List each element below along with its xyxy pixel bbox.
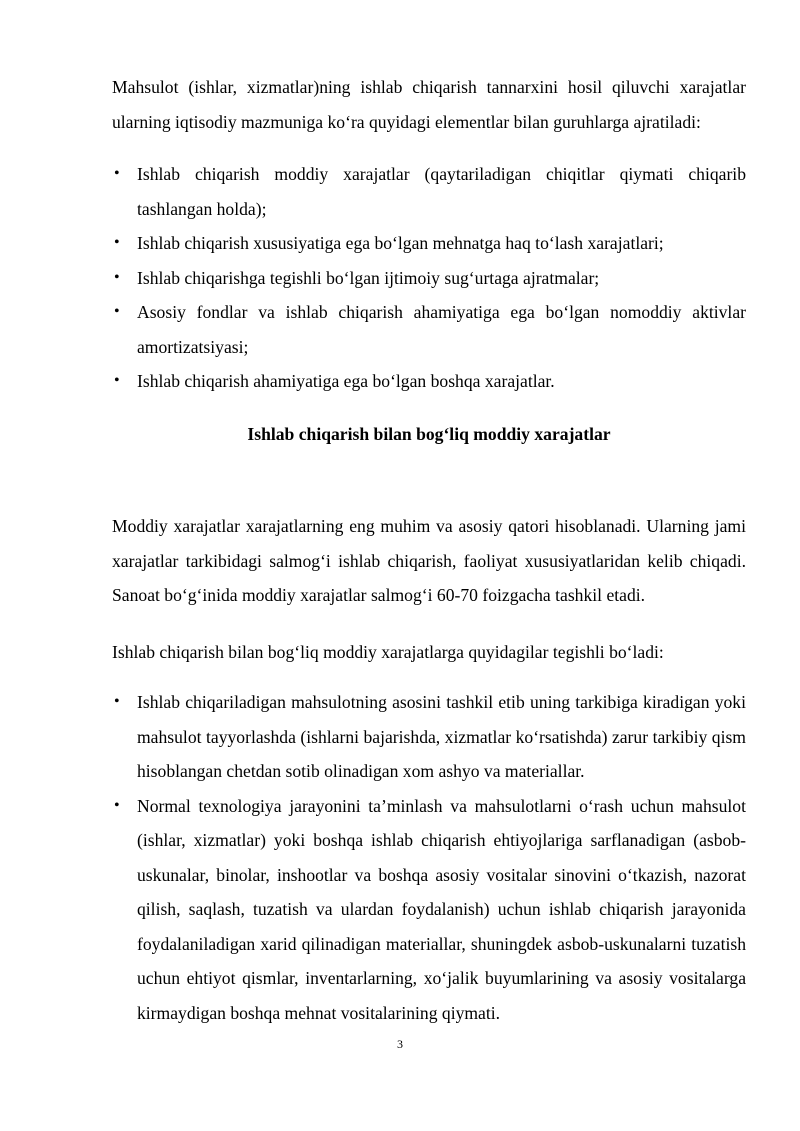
bullet-icon: • <box>114 303 120 320</box>
bullet-icon: • <box>114 234 120 251</box>
spacer-between-paragraphs <box>112 619 746 635</box>
list-item <box>112 226 746 261</box>
list-item <box>112 295 746 364</box>
list-item <box>112 685 746 789</box>
document-content <box>112 70 746 1030</box>
intro-paragraph: Mahsulot (ishlar, xizmatlar)ning ishlab chiqarish tannarxini hosil qiluvchi xarajatlar ularning iqtisodiy mazmuniga koʻra quyidagi elementlar bilan guruhlarga ajratiladi: <box>112 77 746 132</box>
section-heading: Ishlab chiqarish bilan bogʻliq moddiy xarajatlar <box>247 423 611 444</box>
spacer-after-heading <box>112 451 746 509</box>
bullet-icon: • <box>114 165 120 182</box>
bullet-icon: • <box>114 796 120 814</box>
list-item-text: Ishlab chiqarish ahamiyatiga ega boʻlgan boshqa xarajatlar. <box>137 371 555 391</box>
list-item <box>112 157 746 226</box>
list-item-text: Normal texnologiya jarayonini ta’minlash va mahsulotlarni oʻrash uchun mahsulot (ishlar, xizmatlar) yoki boshqa ishlab chiqarish ehtiyojlariga sarflanadigan (asbob-uskunalar, binolar, inshootlar va boshqa asosiy vositalar sinovini oʻtkazish, nazorat qilish, saqlash, tuzatish va ulardan foydalanish) uchun ishlab chiqarish jarayonida foydalaniladigan xarid qilinadigan materiallar, shuningdek asbob-uskunalarni tuzatish uchun ehtiyot qismlar, inventarlarning, xoʻjalik buyumlarining va asosiy vositalarga kirmaydigan boshqa mehnat vositalarining qiymati. <box>137 795 746 1023</box>
list-item-text: Ishlab chiqariladigan mahsulotning asosini tashkil etib uning tarkibiga kiradigan yoki mahsulot tayyorlashda (ishlarni bajarishda, xizmatlar koʻrsatishda) zarur tarkibiy qism hisoblangan chetdan sotib olinadigan xom ashyo va materiallar. <box>137 692 746 781</box>
list-item <box>112 789 746 1031</box>
list-item-text: Asosiy fondlar va ishlab chiqarish ahamiyatiga ega boʻlgan nomoddiy aktivlar amortizatsiyasi; <box>137 302 746 357</box>
bullet-icon: • <box>114 372 120 389</box>
body-paragraph-2: Ishlab chiqarish bilan bogʻliq moddiy xarajatlarga quyidagilar tegishli boʻladi: <box>112 641 664 662</box>
bullet-icon: • <box>114 693 120 710</box>
page-number: 3 <box>397 1037 403 1051</box>
list-item-text: Ishlab chiqarish moddiy xarajatlar (qaytariladigan chiqitlar qiymati chiqarib tashlangan holda); <box>137 164 746 219</box>
list-item <box>112 364 746 399</box>
second-bullet-list <box>112 685 746 1030</box>
first-bullet-list <box>112 157 746 399</box>
list-item-text: Ishlab chiqarishga tegishli boʻlgan ijtimoiy sugʻurtaga ajratmalar; <box>137 267 600 288</box>
bullet-icon: • <box>114 268 120 286</box>
list-item-text: Ishlab chiqarish xususiyatiga ega boʻlgan mehnatga haq toʻlash xarajatlari; <box>137 233 664 253</box>
spacer-before-second-list <box>112 675 746 685</box>
list-item <box>112 261 746 296</box>
spacer-before-first-list <box>112 147 746 157</box>
body-paragraph-1: Moddiy xarajatlar xarajatlarning eng muhim va asosiy qatori hisoblanadi. Ularning jami xarajatlar tarkibidagi salmogʻi ishlab chiqarish, faoliyat xususiyatlaridan kelib chiqadi. Sanoat boʻgʻinida moddiy xarajatlar salmogʻi 60-70 foizgacha tashkil etadi. <box>112 516 746 605</box>
